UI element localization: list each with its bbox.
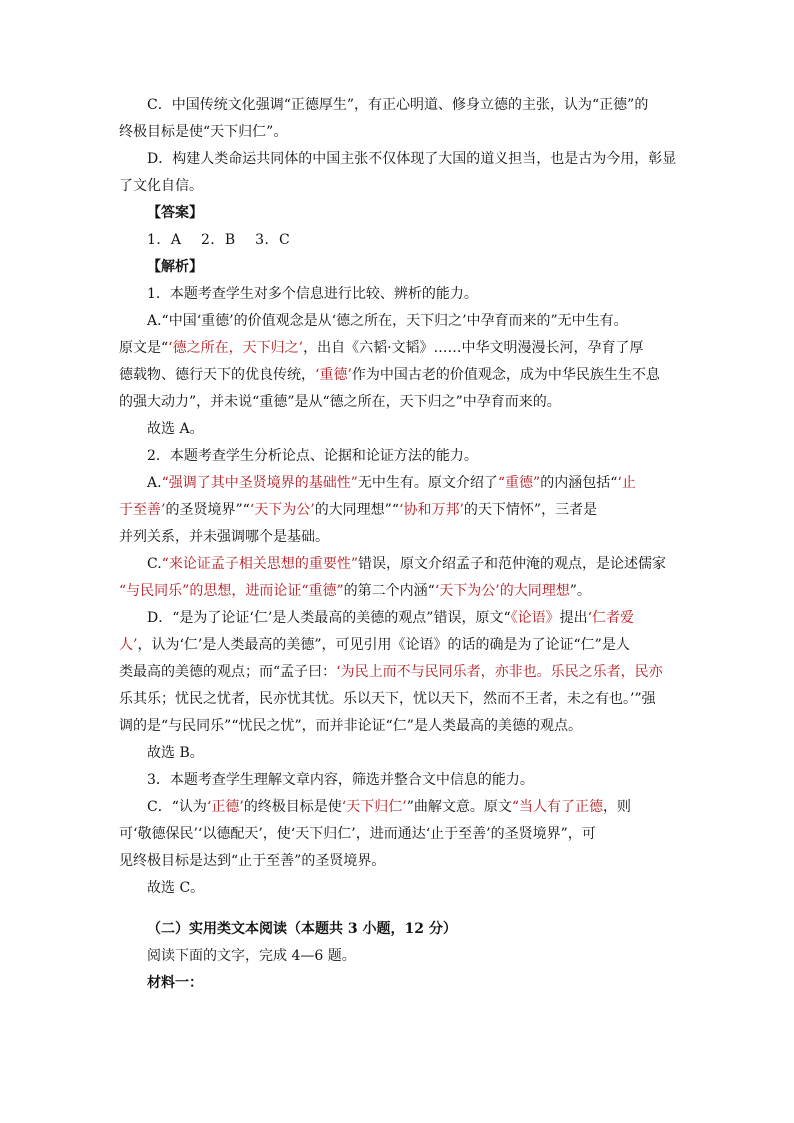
text-span: 的终极目标是使	[243, 799, 342, 815]
q2-d-line-1	[119, 605, 679, 632]
q1-analysis-line-2	[119, 335, 679, 362]
text-span: 的天下情怀”，三者是	[463, 502, 598, 518]
highlight-span: “来论证孟子相关思想的重要性”	[161, 556, 358, 572]
highlight-span: ‘天下为公’	[249, 502, 315, 518]
text-span: ，认为‘仁’是人类最高的美德”，可见引用《论语》的话的确是为了论证“仁”是人	[137, 637, 630, 653]
q2-d-line-2	[119, 632, 679, 659]
text-span: 的圣贤境界”“	[165, 502, 250, 518]
answer-line: 1．A 2．B 3．C	[147, 232, 291, 248]
text-span: C．“认为	[147, 799, 207, 815]
highlight-span: 于至善’	[119, 502, 166, 518]
q3-c-line-3: 见终极目标是达到“止于至善”的圣贤境界。	[119, 853, 386, 869]
highlight-span: ‘仁者爱	[587, 610, 635, 626]
highlight-span: 人’	[119, 637, 138, 653]
document-body	[119, 92, 679, 997]
option-d-line-1: D．构建人类命运共同体的中国主张不仅体现了大国的道义担当，也是古为今用，彰显	[147, 151, 677, 167]
text-span: 无中生有。原文介绍了	[357, 475, 498, 491]
text-span: 原文是“	[119, 340, 169, 356]
q2-d-line-4: 乐其乐；忧民之忧者，民亦忧其忧。乐以天下，忧以天下，然而不王者，未之有也。’”强	[119, 691, 656, 707]
text-span: 作为中国古老的价值观念，成为中华民族生生不息	[351, 367, 660, 383]
text-span: 错误，原文介绍孟子和范仲淹的观点，是论述儒家	[358, 556, 666, 572]
q2-a-line-3: 并列关系，并未强调哪个是基础。	[119, 529, 329, 545]
option-c-line-1: C．中国传统文化强调“正德厚生”，有正心明道、修身立德的主张，认为“正德”的	[147, 97, 649, 113]
highlight-span: ‘重德’	[315, 367, 352, 383]
q2-d-line-3	[119, 659, 679, 686]
q3-c-line-1	[119, 794, 679, 821]
section-2-instruction: 阅读下面的文字，完成 4—6 题。	[147, 948, 356, 964]
text-span: ”曲解文意。原文	[406, 799, 512, 815]
highlight-span: “与民同乐”的思想，进而论证“重德”	[119, 583, 344, 599]
q1-analysis-line-4: 的强大动力”，并未说“重德”是从“德之所在，天下归之”中孕育而来的。	[119, 394, 561, 410]
q3-intro: 3．本题考查学生理解文章内容，筛选并整合文中信息的能力。	[147, 772, 534, 788]
q2-intro: 2．本题考查学生分析论点、论据和论证方法的能力。	[147, 448, 478, 464]
material-1-label: 材料一：	[147, 975, 203, 991]
q3-choice: 故选 C。	[147, 880, 205, 896]
text-span: 类最高的美德的观点；而“孟子曰：	[119, 664, 337, 680]
text-span: D．“是为了论证‘仁’是人类最高的美德的观点”错误，原文“	[147, 610, 511, 626]
section-2-heading: （二）实用类文本阅读（本题共 3 小题，12 分）	[147, 921, 457, 937]
q1-analysis-line-3	[119, 362, 679, 389]
q2-d-line-5: 调的是“与民同乐”“忧民之忧”，而并非论证“仁”是人类最高的美德的观点。	[119, 718, 582, 734]
q2-a-line-1	[119, 470, 679, 497]
text-span: ”。	[569, 583, 591, 599]
option-c-line-2: 终极目标是使“天下归仁”。	[119, 124, 288, 140]
highlight-span: ‘天下为公’的大同理想	[434, 583, 570, 599]
q2-c-line-1	[119, 551, 679, 578]
q2-c-line-2	[119, 578, 679, 605]
text-span: 德载物、德行天下的优良传统，	[119, 367, 315, 383]
q1-intro: 1．本题考查学生对多个信息进行比较、辨析的能力。	[147, 286, 478, 302]
highlight-span: ‘协和万邦’	[399, 502, 464, 518]
text-span: 的内涵包括“	[540, 475, 618, 491]
text-span: C.	[147, 556, 162, 572]
section-gap	[119, 902, 679, 916]
answer-heading: 【答案】	[147, 205, 203, 221]
q1-analysis-line-1: A.“中国‘重德’的价值观念是从‘德之所在，天下归之’中孕育而来的”无中生有。	[147, 313, 628, 329]
text-span: 的大同理想”“	[314, 502, 400, 518]
option-d-line-2: 了文化自信。	[119, 178, 203, 194]
text-span: 的第二个内涵“	[343, 583, 435, 599]
highlight-span: ‘为民上而不与民同乐者，亦非也。乐民之乐者，民亦	[336, 664, 663, 680]
text-span: 提出	[559, 610, 588, 626]
analysis-heading: 【解析】	[147, 259, 203, 275]
highlight-span: “当人有了正德	[511, 799, 604, 815]
highlight-span: “重德”	[497, 475, 541, 491]
text-span: ，则	[603, 799, 632, 815]
highlight-span: ‘天下归仁’	[341, 799, 407, 815]
highlight-span: ‘止	[617, 475, 636, 491]
highlight-span: ‘德之所在，天下归之’	[168, 340, 304, 356]
q2-choice: 故选 B。	[147, 745, 204, 761]
highlight-span: 《论语》	[510, 610, 560, 626]
q1-choice: 故选 A。	[147, 421, 204, 437]
highlight-span: “强调了其中圣贤境界的基础性”	[161, 475, 358, 491]
q3-c-line-2: 可‘敬德保民’‘以德配天’，使‘天下归仁’，进而通达‘止于至善’的圣贤境界”，可	[119, 826, 596, 842]
text-span: ，出自《六韬·文韬》……中华文明漫漫长河，孕育了厚	[303, 340, 644, 356]
q2-a-line-2	[119, 497, 679, 524]
text-span: A.	[147, 475, 162, 491]
highlight-span: ‘正德’	[206, 799, 244, 815]
